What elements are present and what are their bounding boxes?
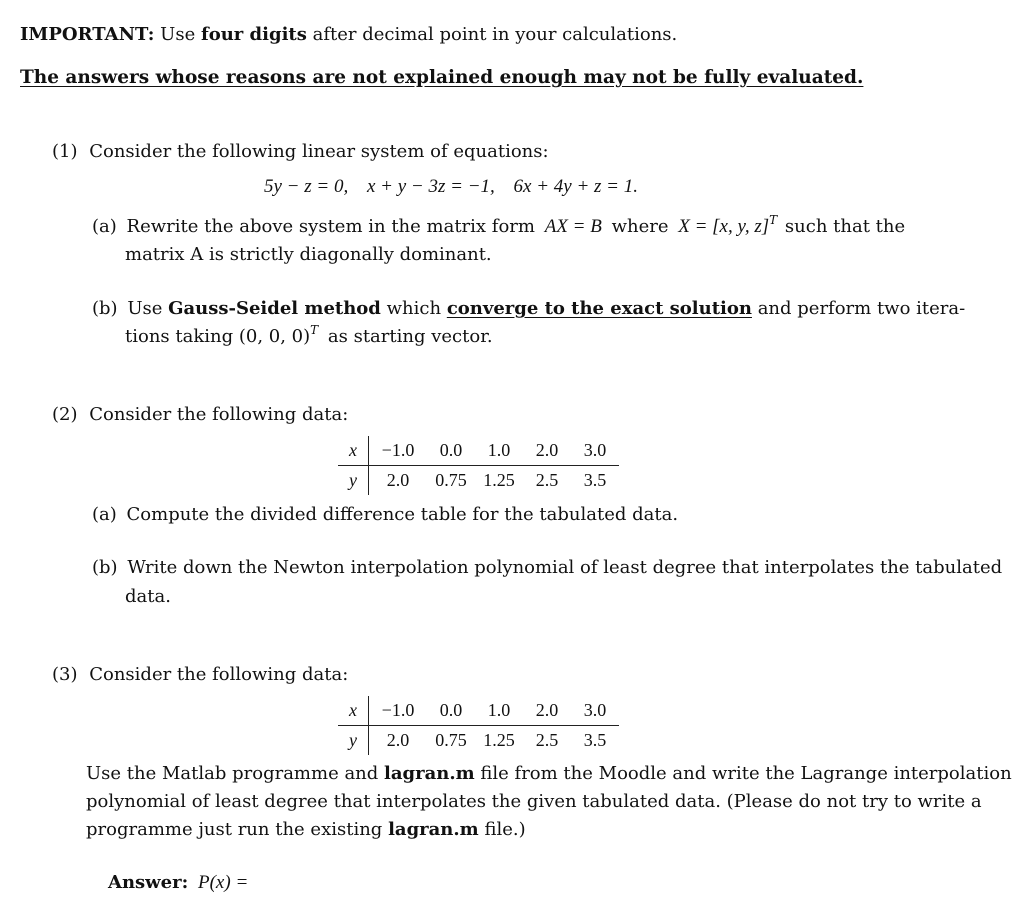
- answer-label: Answer:: [108, 872, 189, 893]
- q3-line3-pre: programme just run the existing: [86, 819, 383, 840]
- q1-b-bold: Gauss-Seidel method: [168, 298, 381, 319]
- q2-y-cell: 1.25: [483, 470, 515, 490]
- q2-y-cell: 0.75: [435, 470, 467, 490]
- q3-heading: [52, 663, 348, 687]
- q2-x-cell: 2.0: [523, 436, 571, 466]
- q1-b-line2-post: as starting vector.: [327, 326, 493, 347]
- q3-y-label: y: [338, 726, 369, 756]
- q1-b-text-post: and perform two itera-: [757, 298, 966, 319]
- q3-file-name: lagran.m: [384, 763, 475, 784]
- q2-y-cell: 2.5: [535, 470, 559, 490]
- q1-eq2: x + y − 3z = −1,: [366, 176, 495, 197]
- q1-a-sup: T: [769, 213, 778, 227]
- q2-b-line2: data.: [125, 586, 171, 607]
- q1-a-line2: matrix A is strictly diagonally dominant.: [125, 244, 492, 265]
- q1-part-a-line1: [92, 215, 905, 240]
- q3-y-cell: 0.75: [435, 730, 467, 750]
- q1-number: (1): [52, 141, 78, 162]
- q2-heading: [52, 403, 348, 427]
- q3-x-row: [338, 696, 619, 726]
- q1-b-sup: T: [310, 323, 319, 337]
- q1-a-math: AX = B: [544, 216, 602, 237]
- q2-y-label: y: [338, 466, 369, 496]
- q2-part-b-line1: [92, 556, 1002, 580]
- important-label: IMPORTANT:: [20, 24, 155, 45]
- q2-x-label: x: [338, 436, 369, 466]
- q2-b-text: Write down the Newton interpolation polynomial of least degree that interpolates the tabulated: [127, 557, 1003, 578]
- q3-line3: [86, 818, 526, 842]
- q3-y-cell: 1.25: [483, 730, 515, 750]
- q3-line2: polynomial of least degree that interpolates the given tabulated data. (Please do not try to write a: [86, 791, 982, 812]
- q1-heading: [52, 140, 549, 164]
- q1-b-line2-pre: tions taking (0, 0, 0): [125, 326, 311, 347]
- q1-b-text-pre: Use: [127, 298, 163, 319]
- q3-line1-post: file from the Moodle and write the Lagrange interpolation: [480, 763, 1012, 784]
- q3-y-row: [338, 726, 619, 756]
- q3-x-cell: 0.0: [427, 696, 475, 726]
- q3-y-cell: 2.0: [386, 730, 410, 750]
- q1-eq1: 5y − z = 0,: [264, 176, 349, 197]
- q1-b-underline: converge to the exact solution: [446, 298, 752, 319]
- q3-line1-pre: Use the Matlab programme and: [86, 763, 379, 784]
- important-pre: Use: [160, 24, 196, 45]
- q3-file-name: lagran.m: [388, 819, 479, 840]
- q3-x-cell: −1.0: [369, 696, 428, 726]
- q2-number: (2): [52, 404, 78, 425]
- q1-a-text-mid: where: [611, 216, 669, 237]
- q1-part-b-line2: [125, 325, 493, 350]
- q1-eq3: 6x + 4y + z = 1.: [513, 176, 639, 197]
- q1-a-text-post: such that the: [784, 216, 906, 237]
- q3-line1: [86, 762, 1012, 786]
- q2-x-cell: 3.0: [571, 436, 619, 466]
- q3-y-cell: 3.5: [583, 730, 607, 750]
- q3-x-cell: 2.0: [523, 696, 571, 726]
- important-post: after decimal point in your calculations.: [312, 24, 678, 45]
- q2-part-a: [92, 503, 678, 527]
- q1-a-label: (a): [92, 216, 117, 237]
- q1-a-text-pre: Rewrite the above system in the matrix form: [126, 216, 535, 237]
- q1-intro: Consider the following linear system of equations:: [89, 141, 549, 162]
- q2-data-table: [338, 436, 619, 495]
- q3-answer: [108, 871, 248, 895]
- q3-line3-post: file.): [484, 819, 526, 840]
- q1-b-label: (b): [92, 298, 118, 319]
- q2-intro: Consider the following data:: [89, 404, 349, 425]
- q3-x-cell: 3.0: [571, 696, 619, 726]
- q2-x-cell: −1.0: [369, 436, 428, 466]
- important-bold: four digits: [200, 24, 307, 45]
- evaluation-warning: The answers whose reasons are not explained enough may not be fully evaluated.: [20, 67, 864, 88]
- q2-b-label: (b): [92, 557, 118, 578]
- q1-part-b-line1: [92, 297, 965, 321]
- q2-y-cell: 2.0: [386, 470, 410, 490]
- q3-number: (3): [52, 664, 78, 685]
- q1-b-text-mid: which: [386, 298, 442, 319]
- q2-x-cell: 0.0: [427, 436, 475, 466]
- q1-equations: [264, 176, 638, 198]
- q3-y-cell: 2.5: [535, 730, 559, 750]
- q1-a-math2: X = [x, y, z]: [678, 216, 770, 237]
- answer-math: P(x) =: [198, 872, 249, 893]
- q2-a-label: (a): [92, 504, 117, 525]
- q2-a-text: Compute the divided difference table for the tabulated data.: [126, 504, 679, 525]
- q2-x-cell: 1.0: [475, 436, 523, 466]
- q2-x-row: [338, 436, 619, 466]
- important-note: [20, 23, 677, 47]
- q2-y-row: [338, 466, 619, 496]
- q3-intro: Consider the following data:: [89, 664, 349, 685]
- q2-y-cell: 3.5: [583, 470, 607, 490]
- q3-data-table: [338, 696, 619, 755]
- q3-x-cell: 1.0: [475, 696, 523, 726]
- q3-x-label: x: [338, 696, 369, 726]
